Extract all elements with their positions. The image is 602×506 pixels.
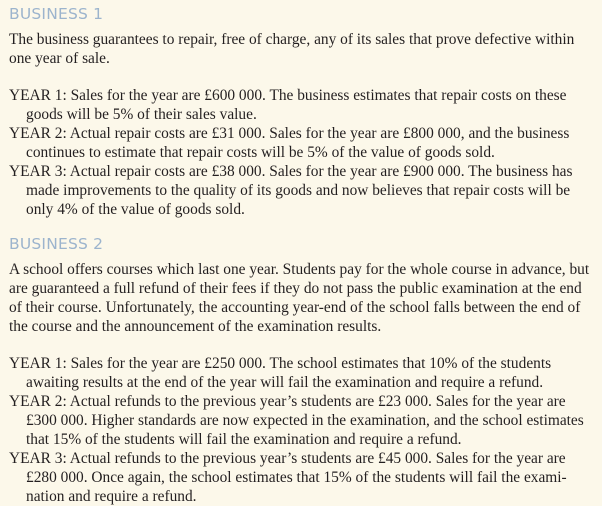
text-line: YEAR 1: Sales for the year are £250 000. The school estimates that 10% of the students: [9, 355, 552, 372]
text-line: awaiting results at the end of the year will fail the examination and require a refund.: [26, 374, 544, 391]
text-line: that 15% of the students will fail the examination and require a refund.: [26, 431, 462, 448]
text-line: only 4% of the value of goods sold.: [26, 201, 245, 218]
business-2-year-3: [9, 449, 594, 506]
text-line: The business guarantees to repair, free of charge, any of its sales that prove defective within: [9, 31, 575, 48]
text-line: the course and the announcement of the examination results.: [9, 318, 382, 335]
text-line: one year of sale.: [9, 50, 110, 67]
text-line: nation and require a refund.: [26, 488, 197, 505]
business-1-year-1: [9, 86, 594, 124]
business-2-intro: [9, 260, 594, 336]
text-line: £300 000. Higher standards are now expected in the examination, and the school estimates: [26, 412, 584, 429]
text-line: YEAR 1: Sales for the year are £600 000. The business estimates that repair costs on these: [9, 87, 567, 104]
business-1-year-2: [9, 124, 594, 162]
business-2-heading: BUSINESS 2: [9, 235, 104, 253]
text-line: A school offers courses which last one year. Students pay for the whole course in advance, but: [9, 261, 590, 278]
text-line: of their course. Unfortunately, the accounting year-end of the school falls between the end of: [9, 299, 581, 316]
text-line: YEAR 3: Actual repair costs are £38 000. Sales for the year are £900 000. The business has: [9, 163, 573, 180]
business-2-year-2: [9, 392, 594, 449]
text-line: goods will be 5% of their sales value.: [26, 106, 257, 123]
text-line: continues to estimate that repair costs will be 5% of the value of goods sold.: [26, 144, 495, 161]
text-line: £280 000. Once again, the school estimates that 15% of the students will fail the exami-: [26, 469, 567, 486]
text-line: YEAR 2: Actual repair costs are £31 000. Sales for the year are £800 000, and the business: [9, 125, 570, 142]
text-line: YEAR 3: Actual refunds to the previous year’s students are £45 000. Sales for the year are: [9, 450, 566, 467]
business-1-intro: [9, 30, 594, 68]
text-line: made improvements to the quality of its goods and now believes that repair costs will be: [26, 182, 571, 199]
business-1-heading: BUSINESS 1: [9, 5, 104, 23]
business-1-year-3: [9, 162, 594, 219]
text-line: are guaranteed a full refund of their fees if they do not pass the public examination at the end: [9, 280, 582, 297]
text-line: YEAR 2: Actual refunds to the previous year’s students are £23 000. Sales for the year are: [9, 393, 566, 410]
business-2-year-1: [9, 354, 594, 392]
